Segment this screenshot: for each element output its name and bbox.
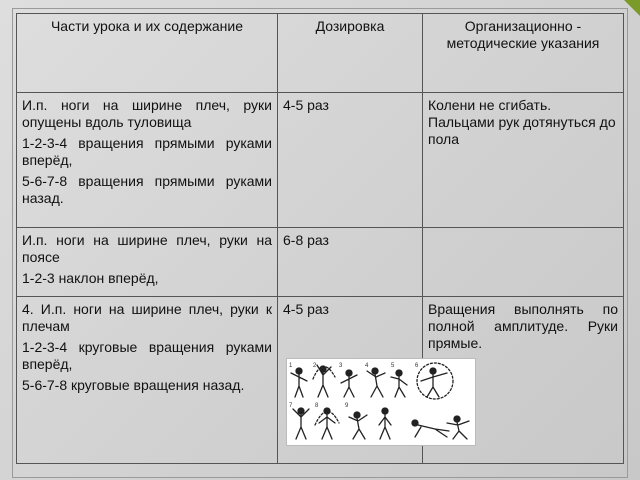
row2-dosage-cell: 6-8 раз <box>278 228 423 297</box>
svg-text:8: 8 <box>315 403 319 409</box>
row2-line-2: 1-2-3 наклон вперёд, <box>22 270 159 286</box>
row1-line-3: 5-6-7-8 вращения прямыми руками назад. <box>22 173 272 206</box>
svg-text:1: 1 <box>289 363 293 369</box>
header-notes: Организационно - методические указания <box>423 14 624 93</box>
exercise-illustration <box>286 358 476 446</box>
row1-line-1: И.п. ноги на ширине плеч, руки опущены вдоль туловища <box>22 97 272 130</box>
row2-notes-cell <box>423 228 624 297</box>
row3-dosage-cell: 4-5 раз <box>278 297 423 464</box>
svg-text:6: 6 <box>415 363 419 369</box>
svg-text:5: 5 <box>391 363 395 369</box>
table-row <box>17 297 624 464</box>
row2-line-1: И.п. ноги на ширине плеч, руки на поясе <box>22 232 272 265</box>
row1-notes-cell <box>423 93 624 228</box>
row2-content-cell <box>17 228 278 297</box>
row3-line-3: 5-6-7-8 круговые вращения назад. <box>22 377 245 393</box>
row3-notes-text: Вращения выполнять по полной амплитуде. Руки прямые. <box>428 301 618 351</box>
row1-notes-text: Колени не сгибать. Пальцами рук дотянуться до пола <box>428 97 616 147</box>
svg-text:4: 4 <box>365 363 369 369</box>
svg-text:3: 3 <box>339 363 343 369</box>
exercise-figures-drawing <box>287 359 475 445</box>
lesson-plan-table <box>16 13 624 464</box>
row1-content-cell <box>17 93 278 228</box>
header-parts: Части урока и их содержание <box>17 14 278 93</box>
table-row <box>17 93 624 228</box>
svg-text:2: 2 <box>313 363 317 369</box>
row1-line-2: 1-2-3-4 вращения прямыми руками вперёд, <box>22 135 272 168</box>
row1-dosage-cell: 4-5 раз <box>278 93 423 228</box>
header-dosage: Дозировка <box>278 14 423 93</box>
table-header-row <box>17 14 624 93</box>
svg-text:9: 9 <box>345 403 349 409</box>
table-row <box>17 228 624 297</box>
svg-text:7: 7 <box>289 403 293 409</box>
row3-line-1: 4. И.п. ноги на ширине плеч, руки к плечам <box>22 301 272 334</box>
row3-content-cell <box>17 297 278 464</box>
row3-line-2: 1-2-3-4 круговые вращения руками вперёд, <box>22 339 272 372</box>
